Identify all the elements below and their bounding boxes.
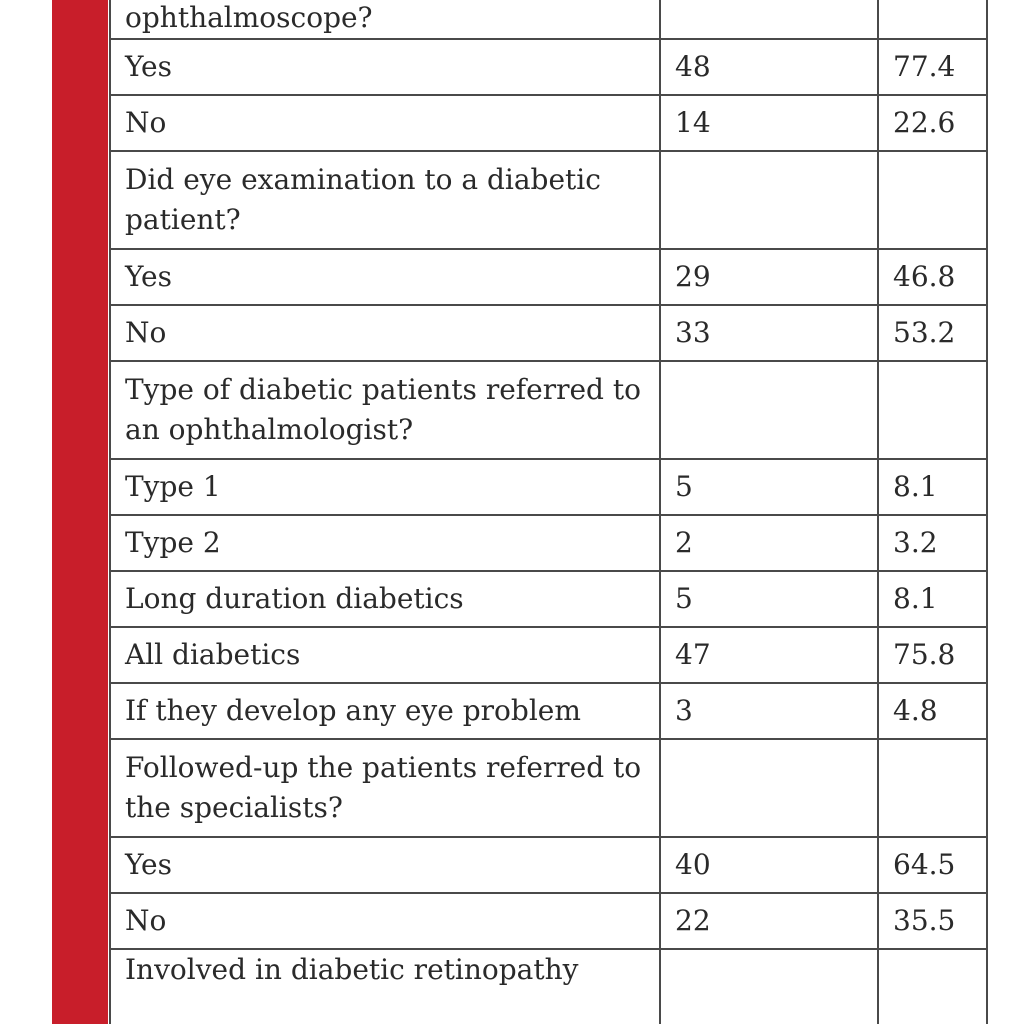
table-row [110,459,987,515]
table-row [110,361,987,459]
percent-cell [878,0,987,39]
count-cell: 48 [660,39,878,95]
table-row [110,0,987,39]
answer-cell: No [110,95,660,151]
table-row [110,683,987,739]
count-cell [660,0,878,39]
question-cell: Involved in diabetic retinopathy [110,949,660,1024]
table-row [110,893,987,949]
survey-results-table [109,0,988,1024]
answer-cell: No [110,305,660,361]
answer-cell: Type 1 [110,459,660,515]
count-cell: 40 [660,837,878,893]
count-cell [660,151,878,249]
answer-cell: All diabetics [110,627,660,683]
count-cell: 29 [660,249,878,305]
percent-cell: 8.1 [878,571,987,627]
table-row [110,739,987,837]
count-cell: 2 [660,515,878,571]
table-row [110,515,987,571]
percent-cell: 4.8 [878,683,987,739]
percent-cell [878,151,987,249]
table-row [110,949,987,1024]
percent-cell [878,739,987,837]
red-side-bar [52,0,108,1024]
table-row [110,305,987,361]
answer-cell: If they develop any eye problem [110,683,660,739]
table-row [110,151,987,249]
count-cell: 22 [660,893,878,949]
count-cell: 5 [660,571,878,627]
percent-cell: 8.1 [878,459,987,515]
count-cell: 3 [660,683,878,739]
table-row [110,627,987,683]
table-row [110,837,987,893]
count-cell [660,949,878,1024]
percent-cell: 3.2 [878,515,987,571]
question-cell: Type of diabetic patients referred to an ophthalmologist? [110,361,660,459]
percent-cell: 64.5 [878,837,987,893]
percent-cell: 53.2 [878,305,987,361]
question-cell: Did eye examination to a diabetic patient? [110,151,660,249]
question-cell: ophthalmoscope? [110,0,660,39]
count-cell [660,361,878,459]
count-cell: 47 [660,627,878,683]
count-cell: 14 [660,95,878,151]
table-row [110,39,987,95]
answer-cell: Long duration diabetics [110,571,660,627]
percent-cell [878,949,987,1024]
percent-cell: 35.5 [878,893,987,949]
table-row [110,249,987,305]
percent-cell: 22.6 [878,95,987,151]
answer-cell: Yes [110,249,660,305]
count-cell [660,739,878,837]
percent-cell: 75.8 [878,627,987,683]
table-row [110,571,987,627]
answer-cell: No [110,893,660,949]
count-cell: 33 [660,305,878,361]
percent-cell: 77.4 [878,39,987,95]
question-cell: Followed-up the patients referred to the specialists? [110,739,660,837]
count-cell: 5 [660,459,878,515]
percent-cell [878,361,987,459]
table-row [110,95,987,151]
answer-cell: Yes [110,39,660,95]
percent-cell: 46.8 [878,249,987,305]
answer-cell: Yes [110,837,660,893]
answer-cell: Type 2 [110,515,660,571]
